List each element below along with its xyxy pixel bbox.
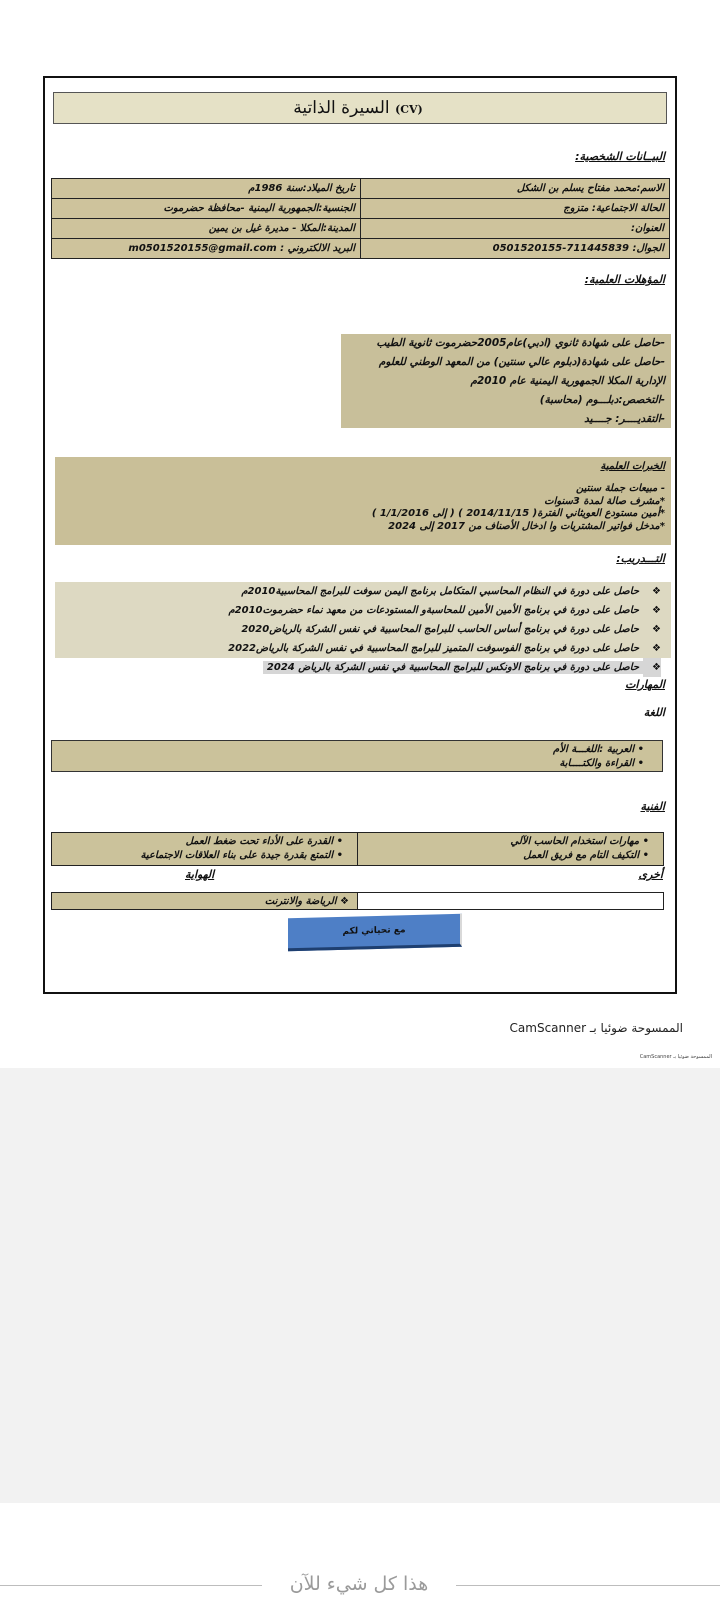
training-list	[55, 582, 671, 677]
experience-line: *مدخل فواتير المشتريات وا ادخال الأصناف من 2017 إلى 2024	[388, 520, 665, 532]
qualification-line: -حاصل على شهادة ثانوي (ادبي)عام2005حضرموت ثانوية الطيب	[376, 337, 665, 349]
table-row	[52, 199, 670, 219]
cv-title-tag: (CV)	[395, 103, 423, 116]
table-row	[52, 179, 670, 199]
divider-line-right	[456, 1585, 720, 1586]
cv-title	[53, 92, 667, 124]
end-of-content-divider	[0, 1573, 720, 1593]
skills-left-cell: • القدرة على الأداء تحت ضغط العمل • التمتع بقدرة جيدة على بناء العلاقات الاجتماعية	[52, 833, 358, 866]
personal-heading: البيــانات الشخصية:	[575, 150, 665, 163]
qualification-line: -حاصل على شهادة(دبلوم عالي سنتين) من المعهد الوطني للعلوم	[378, 356, 665, 368]
greeting-banner: مع تحياتي لكم	[288, 914, 462, 952]
language-heading: اللغة	[643, 706, 665, 719]
skills-heading: المهارات	[625, 678, 665, 691]
cv-title-text: السيرة الذاتية	[293, 98, 390, 118]
table-row	[52, 893, 664, 910]
hobbies-heading: الهواية	[185, 868, 215, 881]
marital-cell: الحالة الاجتماعية: متزوج	[361, 199, 670, 219]
experience-box	[55, 457, 671, 545]
cv-document	[43, 76, 677, 994]
nationality-cell: الجنسية:الجمهورية اليمنية -محافظة حضرموت	[52, 199, 361, 219]
city-cell: المدينة:المكلا - مديرة غيل بن يمين	[52, 219, 361, 239]
hobbies-table	[51, 892, 664, 910]
qualification-line: الإدارية المكلا الجمهورية اليمنية عام 2010م	[470, 375, 665, 387]
list-item: ❖حاصل على دورة في برنامج الاونكس للبرامج المحاسبية في نفس الشركة بالرياض 2024	[55, 658, 671, 677]
experience-heading: الخبرات العلمية	[600, 461, 665, 472]
diamond-bullet-icon: ❖	[652, 586, 661, 597]
experience-line: *مشرف صالة لمدة 3سنوات	[544, 495, 665, 507]
list-item: ❖حاصل على دورة في النظام المحاسبي المتكامل برنامج اليمن سوفت للبرامج المحاسبية2010م	[55, 582, 671, 601]
qualification-line: -التقديــــر: جــــيد	[584, 413, 665, 425]
other-heading: أخرى	[638, 868, 663, 881]
table-row	[52, 833, 664, 866]
list-item: • العربية :اللغـــة الأم	[553, 744, 644, 755]
diamond-bullet-icon: ❖	[643, 658, 661, 677]
list-item: • القراءة والكتــــابة	[559, 758, 644, 769]
experience-line: *أمين مستودع العويثاني الفترة( 2014/11/15 ) ( إلى 1/1/2016 )	[371, 508, 665, 519]
list-item: ❖حاصل على دورة في برنامج الأمين الأمين للمحاسبةو المستودعات من معهد نماء حضرموت2010م	[55, 601, 671, 620]
divider-line-left	[0, 1585, 262, 1586]
table-row	[52, 239, 670, 259]
language-box	[51, 740, 663, 772]
phone-cell: الجوال: 711445839-0501520155	[361, 239, 670, 259]
scanner-watermark: الممسوحة ضوئيا بـ CamScanner	[509, 1021, 683, 1035]
diamond-bullet-icon: ❖	[652, 624, 661, 635]
name-cell: الاسم:محمد مفتاح يسلم بن الشكل	[361, 179, 670, 199]
experience-line: - مبيعات جملة سنتين	[576, 483, 665, 494]
training-heading: التـــدريب:	[616, 552, 665, 565]
birth-cell: تاريخ الميلاد:سنة 1986م	[52, 179, 361, 199]
list-item: ❖حاصل على دورة في برنامج أساس الحاسب للبرامج المحاسبية في نفس الشركة بالرياض2020	[55, 620, 671, 639]
diamond-bullet-icon: ❖	[652, 643, 661, 654]
personal-info-table	[51, 178, 670, 259]
skills-table	[51, 832, 664, 866]
skills-right-cell: • مهارات استخدام الحاسب الآلي • التكيف التام مع فريق العمل	[358, 833, 664, 866]
diamond-bullet-icon: ❖	[652, 605, 661, 616]
qualifications-box	[341, 334, 671, 428]
hobbies-empty-cell	[358, 893, 664, 910]
end-of-content-text: هذا كل شيء للآن	[289, 1573, 429, 1595]
address-cell: العنوان:	[361, 219, 670, 239]
table-row	[52, 219, 670, 239]
hobbies-cell: ❖ الرياضة والانترنت	[52, 893, 358, 910]
technical-heading: الفنية	[640, 800, 665, 813]
scanner-watermark-small: الممسوحة ضوئيا بـ CamScanner	[639, 1054, 712, 1060]
email-cell: البريد الالكتروني : m0501520155@gmail.com	[52, 239, 361, 259]
qualifications-heading: المؤهلات العلمية:	[584, 273, 665, 286]
qualification-line: -التخصص:دبلـــوم (محاسبة)	[539, 394, 665, 406]
empty-gray-area	[0, 1068, 720, 1503]
list-item: ❖حاصل على دورة في برنامج الفوسوفت المتميز للبرامج المحاسبية في نفس الشركة بالرياض2022	[55, 639, 671, 658]
